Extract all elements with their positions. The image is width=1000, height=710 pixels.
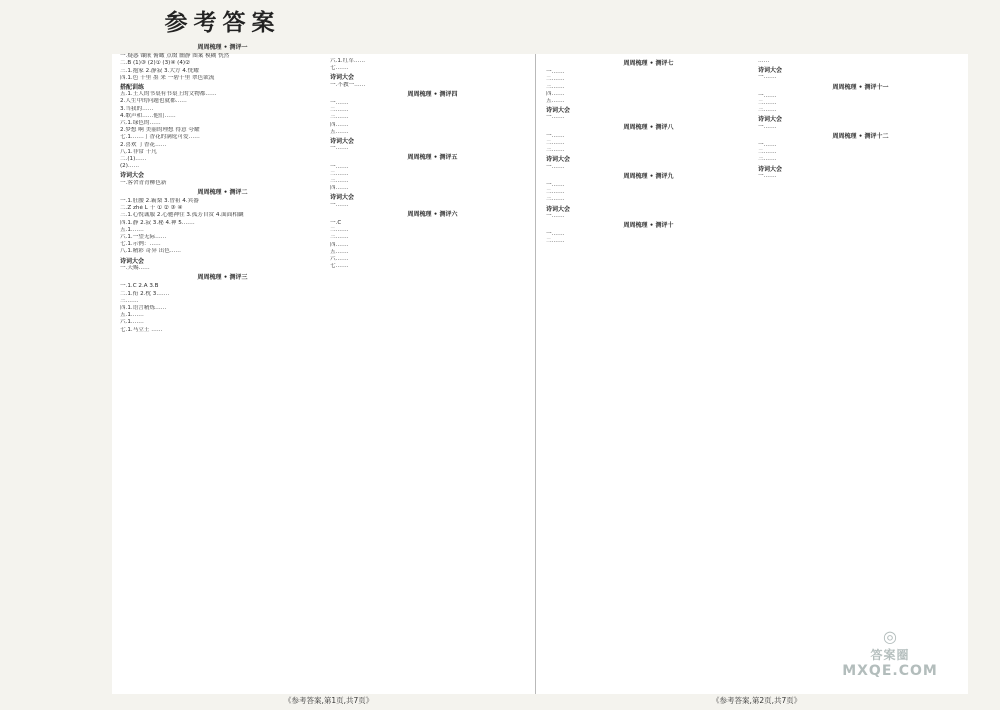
answer-line: 五.1.王人的书桌有书桌上的文物都…… <box>120 91 217 98</box>
section-heading: 周周梳理 • 测评六 <box>407 210 458 218</box>
answer-column-2 <box>330 58 535 688</box>
answer-column-4 <box>758 58 963 688</box>
answer-line: 一.…… <box>758 123 777 130</box>
answer-line: 七.…… <box>330 65 349 72</box>
answer-line: 一.…… <box>546 182 565 189</box>
section-heading: 周周梳理 • 测评八 <box>623 123 674 131</box>
answer-line: 五.…… <box>546 98 565 105</box>
answer-column-3 <box>546 58 751 688</box>
answer-line: 一.…… <box>546 69 565 76</box>
answer-line: (2)…… <box>120 163 140 170</box>
answer-line: 七.1.示例：…… <box>120 241 161 248</box>
page-fold-divider <box>535 54 536 694</box>
answer-line: 五.1.…… <box>120 226 144 233</box>
answer-line: 2.喜欢 丁香花…… <box>120 141 167 148</box>
answer-line: 八.1.非常 千凡 <box>120 148 157 155</box>
answer-line: 三.…… <box>546 196 565 203</box>
watermark-logo-icon: ◎ <box>883 627 897 646</box>
subsection-heading: 诗词大会 <box>120 257 145 265</box>
answer-line: 二.…… <box>330 227 349 234</box>
answer-line: 三.…… <box>758 107 777 114</box>
answer-line: 七.1.马立王 …… <box>120 326 163 333</box>
answer-line: 三.…… <box>546 83 565 90</box>
page-title: 参考答案 <box>164 9 281 36</box>
subsection-heading: 搭配训练 <box>120 84 145 92</box>
subsection-heading: 诗词大会 <box>546 205 571 213</box>
watermark <box>826 628 954 686</box>
answer-line: 3.当我的…… <box>120 105 154 112</box>
section-heading: 周周梳理 • 测评九 <box>623 172 674 180</box>
answer-line: 三.1.心悦诚服 2.心驰神往 3.孤芳自赏 4.面面相觑 <box>120 212 244 219</box>
subsection-heading: 诗词大会 <box>330 194 355 202</box>
answer-line: 一.…… <box>330 145 349 152</box>
section-heading: 周周梳理 • 测评七 <box>623 60 674 67</box>
answer-line: 三.…… <box>120 297 139 304</box>
watermark-domain: MXQE.COM <box>842 663 938 679</box>
answer-line: 一.…… <box>758 92 777 99</box>
subsection-heading: 诗词大会 <box>758 116 783 124</box>
answer-line: 二.1.衔 2.枕 3.…… <box>120 290 170 297</box>
answer-line: 2.梦想 啊 美丽的理想 得意 夸耀 <box>120 127 200 134</box>
answer-line: 四.1.静 2.寂 3.秘 4.神 5.…… <box>120 219 195 226</box>
answer-line: 三.…… <box>758 156 777 163</box>
footer-right: 《参考答案,第2页,共7页》 <box>712 696 802 705</box>
answer-line: 一.C <box>330 220 342 227</box>
subsection-heading: 诗词大会 <box>758 67 783 75</box>
answer-line: 七.…… <box>330 263 349 270</box>
answer-line: …… <box>758 58 770 64</box>
section-heading: 周周梳理 • 测评一 <box>197 44 248 51</box>
answer-line: 二.…… <box>546 189 565 196</box>
answer-line: 一.…… <box>758 142 777 149</box>
answer-line: 八.1.精彩 奇异 出色…… <box>120 248 182 255</box>
answer-line: 四.…… <box>330 121 349 128</box>
answer-line: 二.B (1)③ (2)① (3)④ (4)② <box>120 60 191 67</box>
answer-line: 一.1.肚腰 2.霸梨 3.曾祖 4.宾器 <box>120 198 199 205</box>
answer-line: 四.…… <box>330 185 349 192</box>
answer-line: 六.1.一望无际…… <box>120 234 167 241</box>
answer-line: 四.…… <box>330 241 349 248</box>
answer-line: 四.1.色 千里 墨 来 一碧千里 翠色欲流 <box>120 74 215 81</box>
footer-left: 《参考答案,第1页,共7页》 <box>284 696 374 705</box>
answer-line: 一.…… <box>546 163 565 170</box>
answer-line: 2.人生中的问题也就都…… <box>120 98 187 105</box>
answer-line: 六.1.…… <box>120 319 144 326</box>
answer-line: 一.天赐…… <box>120 264 150 271</box>
answer-line: 二.Z zhé L 十 ① ② ③ ④ <box>120 205 183 212</box>
answer-line: 三.…… <box>546 147 565 154</box>
section-heading: 周周梳理 • 测评十二 <box>832 132 889 140</box>
section-heading: 周周梳理 • 测评五 <box>407 154 458 162</box>
answer-column-1 <box>120 4 325 688</box>
answer-line: 一.…… <box>546 212 565 219</box>
answer-line: 4.歌声和……他们…… <box>120 112 176 119</box>
answer-line: 三.…… <box>330 234 349 241</box>
answer-line: 二.…… <box>546 76 565 83</box>
answer-line: 一.…… <box>546 114 565 121</box>
answer-line: 一.…… <box>758 74 777 81</box>
section-heading: 周周梳理 • 测评二 <box>197 188 248 196</box>
answer-line: 三.…… <box>330 178 349 185</box>
answer-line: 四.…… <box>546 90 565 97</box>
answer-line: 五.…… <box>330 248 349 255</box>
answer-line: 二.…… <box>758 100 777 107</box>
answer-line: 四.1.语言精炼…… <box>120 304 167 311</box>
answer-line: 二.…… <box>758 149 777 156</box>
subsection-heading: 诗词大会 <box>120 172 145 180</box>
answer-line: 三.1.抱家 2.静寂 3.大方 4.恍耀 <box>120 67 199 74</box>
answer-line: 五.1.…… <box>120 312 144 319</box>
answer-line: 一.…… <box>546 132 565 139</box>
answer-line: 一.…… <box>546 231 565 238</box>
subsection-heading: 诗词大会 <box>758 165 783 173</box>
section-heading: 周周梳理 • 测评三 <box>197 274 248 282</box>
answer-line: 五.…… <box>330 128 349 135</box>
watermark-top: 答案圈 <box>870 648 910 662</box>
answer-line: 二.(1)…… <box>120 156 147 163</box>
answer-line: 一.…… <box>758 172 777 179</box>
subsection-heading: 诗词大会 <box>546 156 571 164</box>
answer-line: 二.…… <box>546 238 565 245</box>
answer-line: 六.…… <box>330 256 349 263</box>
answer-line: 二.…… <box>546 140 565 147</box>
subsection-heading: 诗词大会 <box>330 138 355 146</box>
answer-line: 一.不教一…… <box>330 81 366 88</box>
answer-line: 一.客舍青青柳色新 <box>120 179 167 186</box>
answer-line: 二.…… <box>330 170 349 177</box>
section-heading: 周周梳理 • 测评四 <box>407 90 458 98</box>
answer-line: 一.…… <box>330 163 349 170</box>
answer-line: 二.…… <box>330 107 349 114</box>
answer-line: 六.1.绿色的…… <box>120 120 161 127</box>
answer-line: 一.1.C 2.A 3.B <box>120 283 159 290</box>
section-heading: 周周梳理 • 测评十一 <box>832 83 889 91</box>
answer-line: 六.1.红军…… <box>330 58 366 64</box>
section-heading: 周周梳理 • 测评十 <box>623 222 674 230</box>
answer-line: 一.…… <box>330 100 349 107</box>
subsection-heading: 诗词大会 <box>330 74 355 82</box>
answer-line: 三.…… <box>330 114 349 121</box>
subsection-heading: 诗词大会 <box>546 107 571 115</box>
answer-line: 七.1.……丁香花的满庭可爱…… <box>120 134 200 141</box>
answer-line: 一.…… <box>330 201 349 208</box>
answer-line: 一.疑惑 镶嵌 俯瞰 点缀 幽静 图案 模糊 恍然 <box>120 53 230 60</box>
